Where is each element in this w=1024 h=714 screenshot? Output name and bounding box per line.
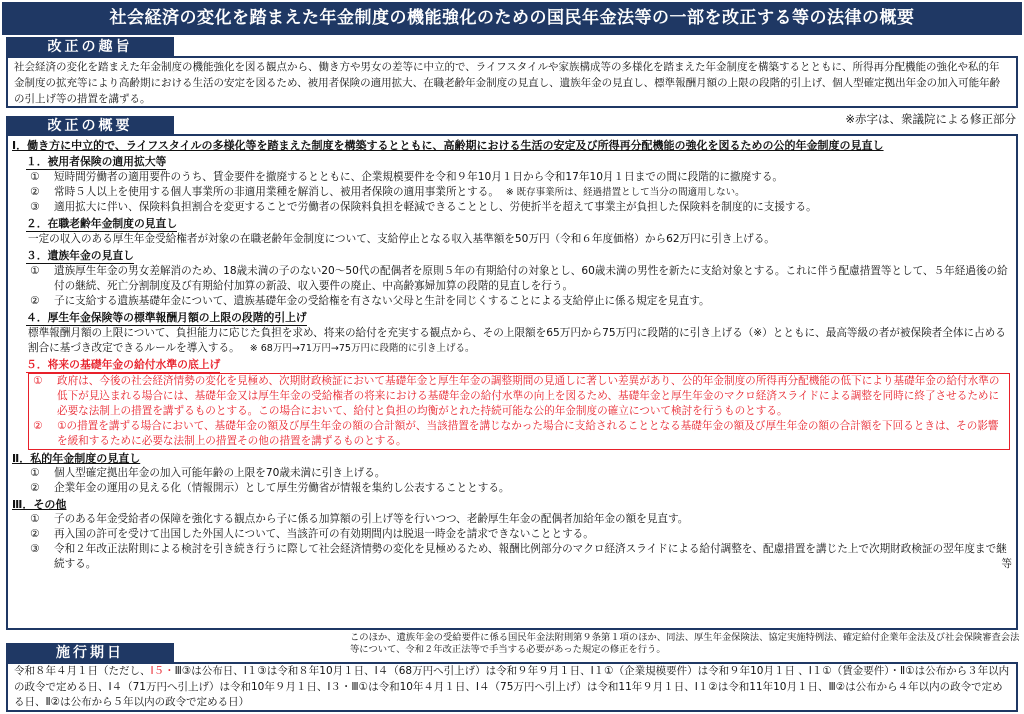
shiko-text-red: Ⅰ５・ bbox=[150, 665, 175, 677]
list-item: ② 常時５人以上を使用する個人事業所の非適用業種を解消し、被用者保険の適用事業所とする。 ※ 既存事業所は、経過措置として当分の間適用しない。 bbox=[30, 186, 745, 198]
shushi-box bbox=[6, 56, 1018, 108]
gaiyo-box bbox=[6, 134, 1018, 630]
shiko-text-1: 令和８年４月１日（ただし、 bbox=[14, 665, 151, 677]
sub5-heading: ５．将来の基礎年金の給付水準の底上げ bbox=[26, 358, 221, 371]
sub4-note: ※ 68万円→71万円→75万円に段階的に引き上げる。 bbox=[249, 343, 475, 354]
section3-heading: Ⅲ．その他 bbox=[12, 498, 67, 511]
page-title: 社会経済の変化を踏まえた年金制度の機能強化のための国民年金法等の一部を改正する等の法律の概要 bbox=[2, 2, 1022, 35]
list-item: ② ①の措置を講ずる場合において、基礎年金の額及び厚生年金の額の合計額が、当該措置を講じなかった場合に支給されることとなる基礎年金の額及び厚生年金の額の合計額を下回るときは、その影響を緩和するために必要な法制上の措置その他の措置を講ずるものとする。 bbox=[33, 420, 999, 447]
list-item: ② 再入国の許可を受けて出国した外国人について、当該許可の有効期間内は脱退一時金を請求できないこととする。 bbox=[30, 528, 594, 540]
shiko-box bbox=[6, 662, 1018, 712]
list-item: ③ 適用拡大に伴い、保険料負担割合を変更することで労働者の保険料負担を軽減できることとし、労使折半を超えて事業主が負担した保険料を制度的に支援する。 bbox=[30, 201, 817, 213]
section1-heading: Ⅰ．働き方に中立的で、ライフスタイルの多様化等を踏まえた制度を構築するとともに、高齢期における生活の安定及び所得再分配機能の強化を図るための公的年金制度の見直し bbox=[12, 139, 884, 152]
list-item: ① 子のある年金受給者の保障を強化する観点から子に係る加算額の引上げ等を行いつつ、老齢厚生年金の配偶者加給年金の額を見直す。 bbox=[30, 513, 689, 525]
section2-heading: Ⅱ．私的年金制度の見直し bbox=[12, 452, 141, 465]
gaiyo-label: 改正の概要 bbox=[6, 116, 174, 136]
item-tail: 等 bbox=[1001, 558, 1012, 570]
list-item: ① 政府は、今後の社会経済情勢の変化を見極め、次期財政検証において基礎年金と厚生年金の調整期間の見通しに著しい差異があり、公的年金制度の所得再分配機能の低下により基礎年金の給付水準の低下が見込まれる場合には、基礎年金又は厚生年金の受給権者の将来における基礎年金の給付水準の向上を図るため、基礎年金と厚生年金のマクロ経済スライドによる調整を同時に終了させるために必要な法制上の措置を講ずるものとする。この場合において、給付と負担の均衡がとれた持続可能な公的年金制度の確立について検討を行うものとする。 bbox=[33, 375, 1000, 417]
sub4-text: 標準報酬月額の上限について、負担能力に応じた負担を求め、将来の給付を充実する観点から、その上限額を65万円から75万円に段階的に引き上げる（※）とともに、最高等級の者が被保険者全体に占める割合に基づき改定できるルールを導入する。 ※ 68万円→71万円→75万円に段階的に引き上げる。 bbox=[28, 327, 1006, 354]
list-item: ③ 令和２年改正法附則による検討を引き続き行うに際して社会経済情勢の変化を見極めるため、報酬比例部分のマクロ経済スライドによる給付調整を、配慮措置を講じた上で次期財政検証の翌年度まで継続する。 等 bbox=[30, 543, 1012, 570]
sub3-heading: ３．遺族年金の見直し bbox=[26, 249, 134, 262]
sub2-text: 一定の収入のある厚生年金受給権者が対象の在職老齢年金制度について、支給停止となる収入基準額を50万円（令和６年度価格）から62万円に引き上げる。 bbox=[28, 233, 775, 245]
footnote: このほか、遺族年金の受給要件に係る国民年金法附則第９条第１項のほか、同法、厚生年金保険法、協定実施特例法、確定給付企業年金法及び社会保険審査会法等について、令和２年改正法等で手当する必要があった規定の修正を行う。 bbox=[350, 632, 1020, 655]
list-item: ② 企業年金の運用の見える化（情報開示）として厚生労働省が情報を集約し公表することとする。 bbox=[30, 482, 510, 494]
sub1-heading: １．被用者保険の適用拡大等 bbox=[26, 155, 167, 168]
list-item: ① 遺族厚生年金の男女差解消のため、18歳未満の子のない20～50代の配偶者を原則５年の有期給付の対象とし、60歳未満の男性を新たに支給対象とする。これに伴う配慮措置等として、５年経過後の給付の継続、死亡分割制度及び有期給付加算の新設、収入要件の廃止、中高齢寡婦加算の段階的見直しを行う。 bbox=[30, 265, 1008, 292]
shiko-text-2: Ⅲ③は公布日、Ⅰ１③は令和８年10月１日、Ⅰ４（68万円へ引上げ）は令和９年９月１日、Ⅰ１①（企業規模要件）は令和９年10月１日 、Ⅰ１①（賃金要件）・Ⅱ①は公布から３年以内の政令で定める日、Ⅰ４（71万円へ引上げ）は令和10年９月１日、Ⅰ３・Ⅲ①は令和10年４月１日、Ⅰ４（75万円へ引上げ）は令和11年９月１日、Ⅰ１②は令和11年10月１日、Ⅲ②は公布から４年以内の政令で定める日、Ⅱ②は公布から５年以内の政令で定める日） bbox=[14, 665, 1010, 708]
list-item: ② 子に支給する遺族基礎年金について、遺族基礎年金の受給権を有さない父母と生計を同じくすることによる支給停止に係る規定を見直す。 bbox=[30, 295, 710, 307]
list-item: ① 短時間労働者の適用要件のうち、賃金要件を撤廃するとともに、企業規模要件を令和９年10月１日から令和17年10月１日までの間に段階的に撤廃する。 bbox=[30, 171, 784, 183]
list-item: ① 個人型確定拠出年金の加入可能年齢の上限を70歳未満に引き上げる。 bbox=[30, 467, 386, 479]
red-text-note: ※赤字は、衆議院による修正部分 bbox=[845, 112, 1016, 126]
sub4-heading: ４．厚生年金保険等の標準報酬月額の上限の段階的引上げ bbox=[26, 311, 307, 324]
shushi-text: 社会経済の変化を踏まえた年金制度の機能強化を図る観点から、働き方や男女の差等に中立的で、ライフスタイルや家族構成等の多様化を踏まえた年金制度を構築するとともに、所得再分配機能の強化や私的年金制度の拡充等により高齢期における生活の安定を図るため、被用者保険の適用拡大、在職老齢年金制度の見直し、遺族年金の見直し、標準報酬月額の上限の段階的引上げ、個人型確定拠出年金の加入可能年齢の引上げ等の措置を講ずる。 bbox=[14, 61, 1001, 105]
red-amendment-box bbox=[28, 373, 1010, 450]
item-note: ※ 既存事業所は、経過措置として当分の間適用しない。 bbox=[505, 187, 745, 198]
sub2-heading: ２．在職老齢年金制度の見直し bbox=[26, 217, 178, 230]
shushi-label: 改正の趣旨 bbox=[6, 37, 174, 57]
shiko-label: 施行期日 bbox=[6, 643, 174, 663]
